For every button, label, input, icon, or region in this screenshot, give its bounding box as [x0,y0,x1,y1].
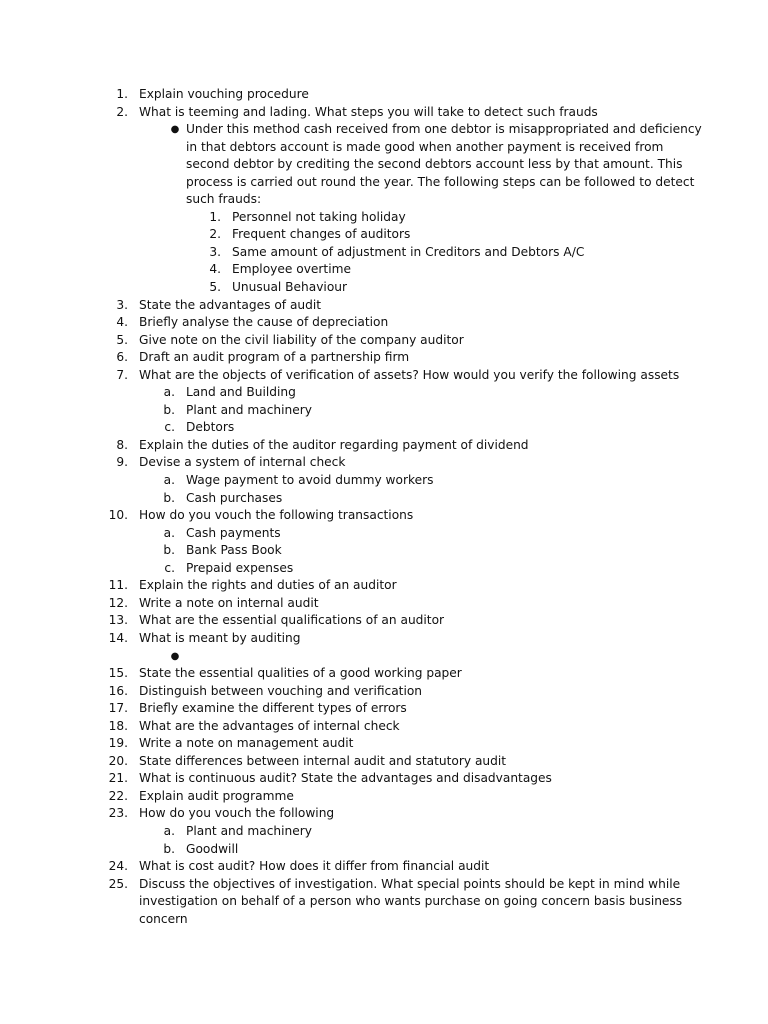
question-item [0,577,768,595]
question-item [0,805,768,823]
sub-item [0,472,768,490]
item-text: State differences between internal audit and statutory audit [139,753,507,768]
item-text: Explain vouching procedure [139,87,309,101]
item-number: a. [163,385,175,400]
item-text: What are the essential qualifications of an auditor [139,613,445,628]
question-item [0,735,768,753]
item-text: Plant and machinery [186,823,312,838]
bullet-dot-icon: ● [170,650,180,662]
question-item [0,630,768,648]
item-text: What is continuous audit? State the advantages and disadvantages [139,771,552,786]
item-number: 2. [209,227,221,242]
question-item [0,86,768,104]
question-item [0,700,768,718]
item-number: a. [163,473,175,488]
item-text: What is cost audit? How does it differ from financial audit [139,859,490,874]
question-item [0,612,768,630]
item-text: State the advantages of audit [139,297,322,312]
question-continuation [0,911,768,929]
item-text: What is meant by auditing [139,630,301,645]
item-text: What are the objects of verification of assets? How would you verify the following assets [139,367,680,382]
item-text: Discuss the objectives of investigation. What special points should be kept in mind while [139,876,681,891]
item-number: 5. [209,280,221,295]
item-text: How do you vouch the following transactions [139,508,414,523]
item-number: a. [163,525,175,540]
item-text: Prepaid expenses [186,560,294,575]
item-text: How do you vouch the following [139,806,335,821]
sub-item [0,560,768,578]
bullet-paragraph-line [0,139,768,157]
item-number: b. [163,543,175,558]
item-number: 10. [108,508,128,523]
item-number: 21. [108,771,128,786]
item-text: Briefly examine the different types of errors [139,701,407,716]
item-text: Debtors [186,420,235,435]
nested-sub-item [0,244,768,262]
item-text: Devise a system of internal check [139,455,346,470]
nested-sub-item [0,226,768,244]
item-number: 7. [116,367,128,382]
nested-sub-item [0,279,768,297]
item-number: 15. [108,666,128,681]
item-number: 8. [116,437,128,452]
sub-item [0,490,768,508]
item-text: Explain audit programme [139,788,294,803]
item-text: Personnel not taking holiday [232,209,406,224]
question-item [0,753,768,771]
item-number: b. [163,841,175,856]
item-text: Write a note on internal audit [139,595,319,610]
item-number: 20. [108,753,128,768]
bullet-paragraph-line [0,191,768,209]
item-text: Cash purchases [186,490,283,505]
item-text: Unusual Behaviour [232,280,348,295]
item-text: Explain the rights and duties of an auditor [139,578,397,593]
item-number: 5. [116,332,128,347]
sub-item [0,823,768,841]
item-number: 11. [108,578,128,593]
item-text: second debtor by crediting the second debtors account less by that amount. This [186,157,683,172]
nested-sub-item [0,261,768,279]
item-number: 19. [108,736,128,751]
bullet-paragraph-line [0,156,768,174]
item-number: 23. [108,806,128,821]
question-item [0,104,768,122]
question-item [0,876,768,894]
question-item [0,595,768,613]
item-number: 1. [116,87,128,101]
sub-item [0,542,768,560]
item-number: 9. [116,455,128,470]
item-number: 14. [108,630,128,645]
question-item [0,349,768,367]
item-text: What are the advantages of internal check [139,718,400,733]
item-text: process is carried out round the year. The following steps can be followed to detect [186,174,695,189]
item-text: in that debtors account is made good when another payment is received from [186,139,664,154]
item-number: 6. [116,350,128,365]
item-text: such frauds: [186,192,262,207]
item-number: 1. [209,209,221,224]
item-number: 16. [108,683,128,698]
item-text: Under this method cash received from one debtor is misappropriated and deficiency [186,122,702,137]
item-number: 4. [116,315,128,330]
item-number: 22. [108,788,128,803]
item-text: Land and Building [186,385,296,400]
item-text: Frequent changes of auditors [232,227,411,242]
item-text: concern [139,911,188,926]
item-text: What is teeming and lading. What steps you will take to detect such frauds [139,104,598,119]
item-number: 17. [108,701,128,716]
bullet-item [0,648,768,666]
item-number: 13. [108,613,128,628]
item-text: Draft an audit program of a partnership firm [139,350,410,365]
item-number: 3. [209,244,221,259]
item-text: Briefly analyse the cause of depreciation [139,315,389,330]
item-text: Wage payment to avoid dummy workers [186,473,434,488]
item-text: Explain the duties of the auditor regarding payment of dividend [139,437,529,452]
bullet-dot-icon: ● [170,124,180,136]
question-item [0,314,768,332]
item-text: Cash payments [186,525,281,540]
question-item [0,332,768,350]
sub-item [0,525,768,543]
question-item [0,718,768,736]
sub-item [0,419,768,437]
item-number: 18. [108,718,128,733]
item-text: State the essential qualities of a good working paper [139,666,462,681]
question-item [0,858,768,876]
bullet-item [0,121,768,139]
question-item [0,297,768,315]
question-item [0,367,768,385]
sub-item [0,384,768,402]
item-number: 24. [108,859,128,874]
bullet-paragraph-line [0,174,768,192]
item-number: 3. [116,297,128,312]
question-item [0,507,768,525]
question-item [0,770,768,788]
item-text: Goodwill [186,841,239,856]
item-text: Employee overtime [232,262,351,277]
question-item [0,437,768,455]
item-number: 4. [209,262,221,277]
question-continuation [0,893,768,911]
item-number: a. [163,823,175,838]
item-number: b. [163,402,175,417]
question-item [0,454,768,472]
item-number: b. [163,490,175,505]
question-item [0,683,768,701]
item-number: c. [164,420,175,435]
question-item [0,665,768,683]
item-number: 2. [116,104,128,119]
item-text: Write a note on management audit [139,736,354,751]
item-text: Same amount of adjustment in Creditors and Debtors A/C [232,244,585,259]
item-number: c. [164,560,175,575]
question-item [0,788,768,806]
item-number: 12. [108,595,128,610]
sub-item [0,841,768,859]
nested-sub-item [0,209,768,227]
item-text: Plant and machinery [186,402,312,417]
item-text: investigation on behalf of a person who wants purchase on going concern basis business [139,894,683,909]
item-text: Bank Pass Book [186,543,282,558]
question-list [0,86,768,928]
item-number: 25. [108,876,128,891]
sub-item [0,402,768,420]
item-text: Give note on the civil liability of the company auditor [139,332,464,347]
item-text: Distinguish between vouching and verification [139,683,423,698]
